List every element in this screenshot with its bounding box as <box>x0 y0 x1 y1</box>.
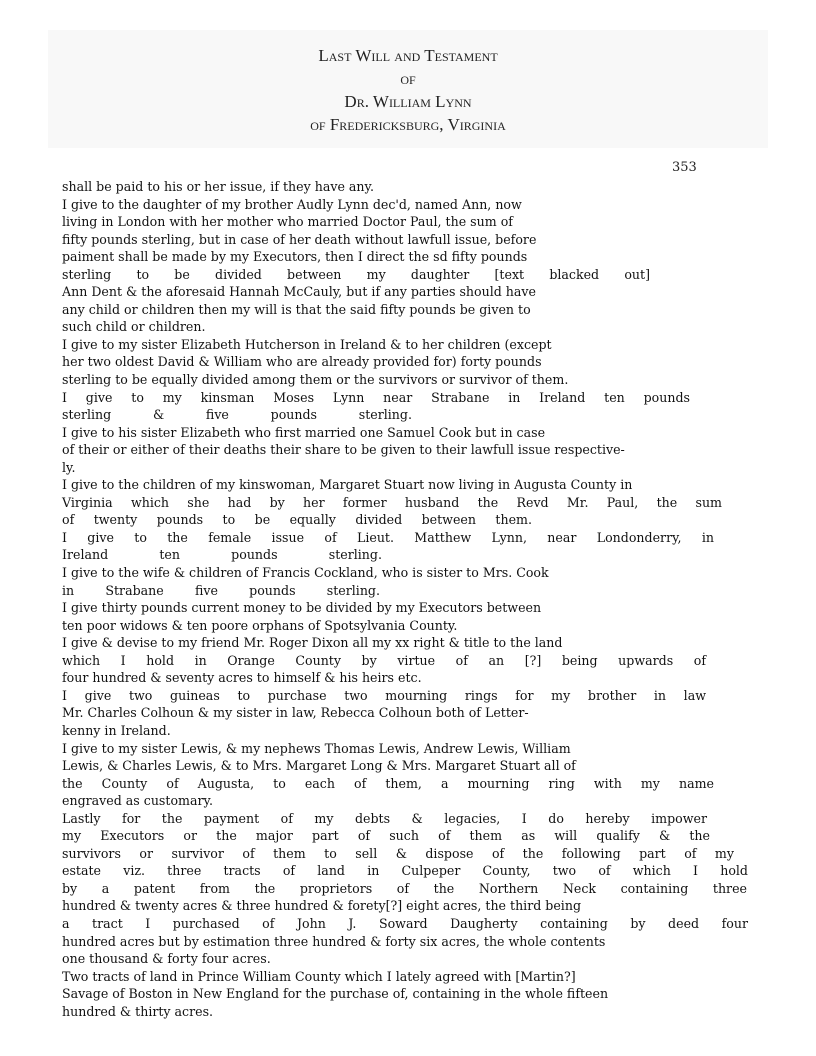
text-line: engraved as customary. <box>62 793 213 809</box>
text-line: of their or either of their deaths their share to be given to their lawfull issue respective- <box>62 442 625 458</box>
text-line: hundred acres but by estimation three hundred & forty six acres, the whole contents <box>62 933 606 949</box>
text-line: I give to the wife & children of Francis Cockland, who is sister to Mrs. Cook <box>62 565 549 581</box>
text-line: I give to my kinsman Moses Lynn near Strabane in Ireland ten pounds <box>62 389 690 405</box>
title-line-2: of <box>400 69 416 88</box>
text-line: I give to the daughter of my brother Audly Lynn dec'd, named Ann, now <box>62 196 522 212</box>
text-line: sterling & five pounds sterling. <box>62 407 412 423</box>
text-line: by a patent from the proprietors of the Northern Neck containing three <box>62 880 747 896</box>
text-line: I give to the female issue of Lieut. Matthew Lynn, near Londonderry, in <box>62 529 714 545</box>
text-line: Mr. Charles Colhoun & my sister in law, Rebecca Colhoun both of Letter- <box>62 705 529 721</box>
text-line: in Strabane five pounds sterling. <box>62 582 380 598</box>
text-line: I give thirty pounds current money to be divided by my Executors between <box>62 600 542 616</box>
text-line: Ann Dent & the aforesaid Hannah McCauly, but if any parties should have <box>62 284 536 300</box>
will-body-text <box>62 178 762 1020</box>
text-line: living in London with her mother who married Doctor Paul, the sum of <box>62 214 513 230</box>
text-line: paiment shall be made by my Executors, then I direct the sd fifty pounds <box>62 249 528 265</box>
text-line: a tract I purchased of John J. Soward Daugherty containing by deed four <box>62 915 748 931</box>
text-line: four hundred & seventy acres to himself & his heirs etc. <box>62 670 422 686</box>
text-line: the County of Augusta, to each of them, a mourning ring with my name <box>62 775 714 791</box>
text-line: Lewis, & Charles Lewis, & to Mrs. Margaret Long & Mrs. Margaret Stuart all of <box>62 758 576 774</box>
document-title <box>0 44 816 136</box>
text-line: I give two guineas to purchase two mourning rings for my brother in law <box>62 687 706 703</box>
text-line: ly. <box>62 459 76 475</box>
text-line: kenny in Ireland. <box>62 722 171 738</box>
text-line: I give to his sister Elizabeth who first married one Samuel Cook but in case <box>62 424 546 440</box>
text-line: sterling to be equally divided among them or the survivors or survivor of them. <box>62 372 569 388</box>
text-line: estate viz. three tracts of land in Culpeper County, two of which I hold <box>62 863 748 879</box>
text-line: fifty pounds sterling, but in case of her death without lawfull issue, before <box>62 231 537 247</box>
text-line: Ireland ten pounds sterling. <box>62 547 382 563</box>
title-line-1: Last Will and Testament <box>318 46 498 65</box>
text-line: ten poor widows & ten poore orphans of Spotsylvania County. <box>62 617 458 633</box>
text-line: survivors or survivor of them to sell & dispose of the following part of my <box>62 845 734 861</box>
text-line: shall be paid to his or her issue, if they have any. <box>62 179 374 194</box>
text-line: such child or children. <box>62 319 206 335</box>
text-line: her two oldest David & William who are already provided for) forty pounds <box>62 354 542 370</box>
text-line: sterling to be divided between my daughter [text blacked out] <box>62 266 650 282</box>
text-line: my Executors or the major part of such of them as will qualify & the <box>62 828 710 844</box>
text-line: any child or children then my will is that the said fifty pounds be given to <box>62 301 531 317</box>
title-line-4: of Fredericksburg, Virginia <box>310 115 506 134</box>
text-line: I give to my sister Lewis, & my nephews Thomas Lewis, Andrew Lewis, William <box>62 740 571 756</box>
text-line: one thousand & forty four acres. <box>62 951 271 967</box>
text-line: I give to the children of my kinswoman, Margaret Stuart now living in Augusta County in <box>62 477 633 493</box>
text-line: which I hold in Orange County by virtue of an [?] being upwards of <box>62 652 706 668</box>
page-number: 353 <box>672 160 697 175</box>
text-line: of twenty pounds to be equally divided between them. <box>62 512 532 528</box>
text-line: Two tracts of land in Prince William County which I lately agreed with [Martin?] <box>62 968 576 984</box>
text-line: Savage of Boston in New England for the purchase of, containing in the whole fifteen <box>62 986 609 1002</box>
text-line: hundred & thirty acres. <box>62 1003 214 1019</box>
text-line: Virginia which she had by her former husband the Revd Mr. Paul, the sum <box>62 494 722 510</box>
text-line: Lastly for the payment of my debts & legacies, I do hereby impower <box>62 810 707 826</box>
text-line: hundred & twenty acres & three hundred & forety[?] eight acres, the third being <box>62 898 582 914</box>
title-line-3: Dr. William Lynn <box>344 92 472 111</box>
text-line: I give & devise to my friend Mr. Roger Dixon all my xx right & title to the land <box>62 635 563 651</box>
text-line: I give to my sister Elizabeth Hutcherson in Ireland & to her children (except <box>62 336 552 352</box>
